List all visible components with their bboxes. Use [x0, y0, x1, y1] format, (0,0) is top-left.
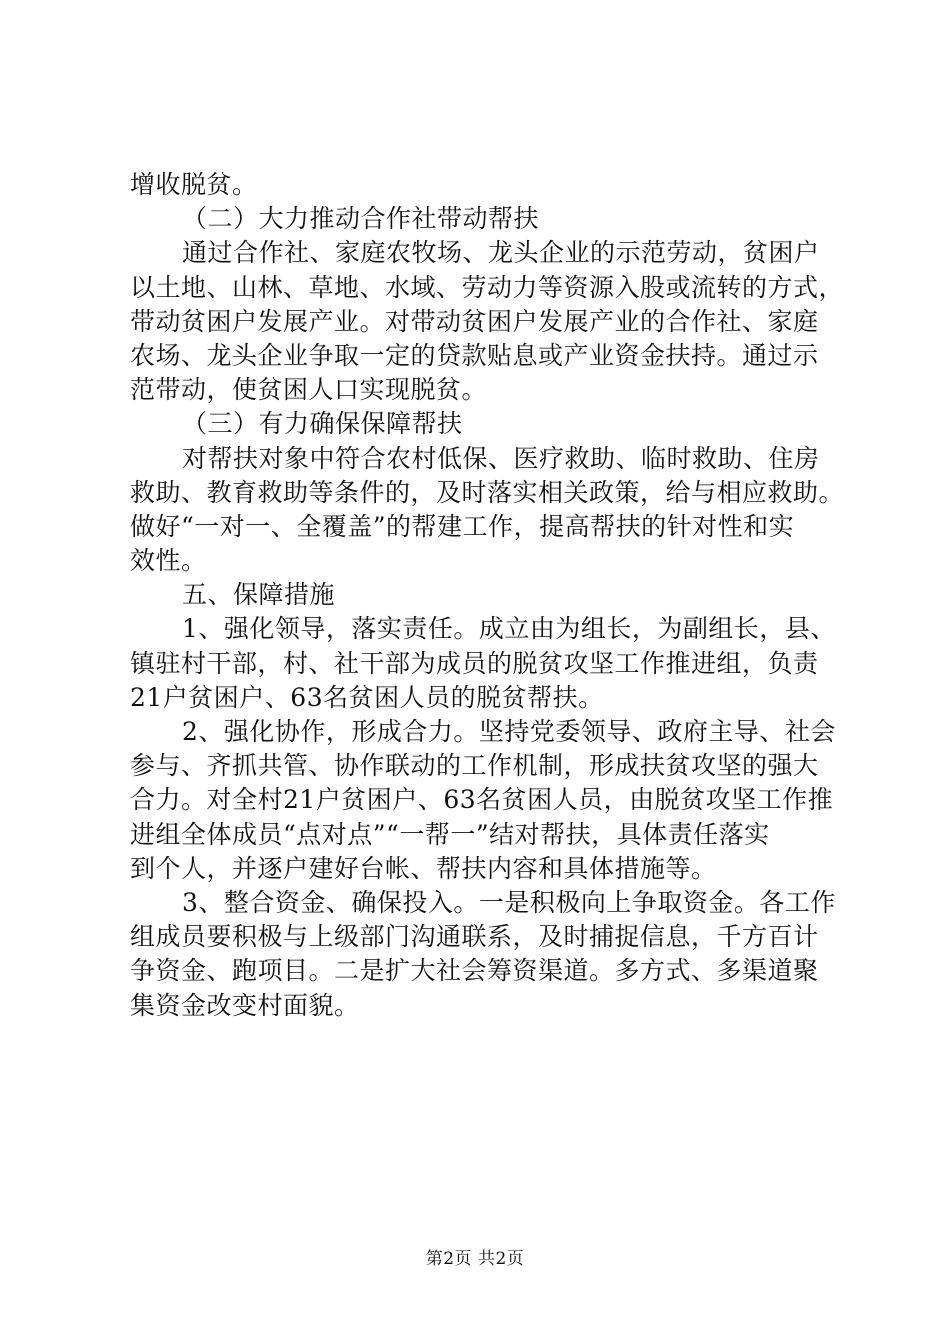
- text-line: 3、整合资金、确保投入。一是积极向上争取资金。各工作: [182, 887, 836, 917]
- text-line: 以土地、山林、草地、水域、劳动力等资源入股或流转的方式，: [130, 272, 845, 302]
- text-line: 争资金、跑项目。二是扩大社会筹资渠道。多方式、多渠道聚: [130, 956, 819, 986]
- text-line: 范带动，使贫困人口实现脱贫。: [130, 375, 488, 405]
- text-line: 2、强化协作，形成合力。坚持党委领导、政府主导、社会: [182, 717, 836, 746]
- text-line: 带动贫困户发展产业。对带动贫困户发展产业的合作社、家庭: [130, 306, 819, 336]
- text-line: 救助、教育救助等条件的，及时落实相关政策，给与相应救助。: [130, 477, 845, 507]
- text-line: 效性。: [130, 546, 207, 576]
- text-line: （二）大力推动合作社带动帮扶: [182, 204, 540, 234]
- text-line: 增收脱贫。: [130, 170, 258, 199]
- text-line: 进组全体成员“点对点”“一帮一”结对帮扶，具体责任落实: [130, 819, 770, 849]
- text-line: 到个人，并逐户建好台帐、帮扶内容和具体措施等。: [130, 853, 717, 883]
- text-line: （三）有力确保保障帮扶: [182, 409, 463, 439]
- page-footer: 第2页 共2页: [425, 1249, 525, 1269]
- text-line: 参与、齐抓共管、协作联动的工作机制，形成扶贫攻坚的强大: [130, 751, 819, 781]
- text-line: 农场、龙头企业争取一定的贷款贴息或产业资金扶持。通过示: [130, 340, 819, 370]
- text-line: 21户贫困户、63名贫困人员的脱贫帮扶。: [130, 682, 604, 712]
- text-line: 组成员要积极与上级部门沟通联系，及时捕捉信息，千方百计: [130, 922, 819, 952]
- text-line: 做好“一对一、全覆盖”的帮建工作，提高帮扶的针对性和实: [130, 511, 795, 541]
- text-line: 通过合作社、家庭农牧场、龙头企业的示范劳动，贫困户: [182, 238, 820, 268]
- text-line: 集资金改变村面貌。: [130, 990, 360, 1020]
- text-line: 镇驻村干部，村、社干部为成员的脱贫攻坚工作推进组，负责: [130, 648, 819, 678]
- text-line: 五、保障措施: [182, 580, 336, 610]
- text-line: 对帮扶对象中符合农村低保、医疗救助、临时救助、住房: [182, 443, 820, 473]
- text-line: 1、强化领导，落实责任。成立由为组长，为副组长，县、: [182, 614, 836, 644]
- document-body: [130, 168, 845, 1023]
- text-line: 合力。对全村21户贫困户、63名贫困人员，由脱贫攻坚工作推: [130, 785, 834, 815]
